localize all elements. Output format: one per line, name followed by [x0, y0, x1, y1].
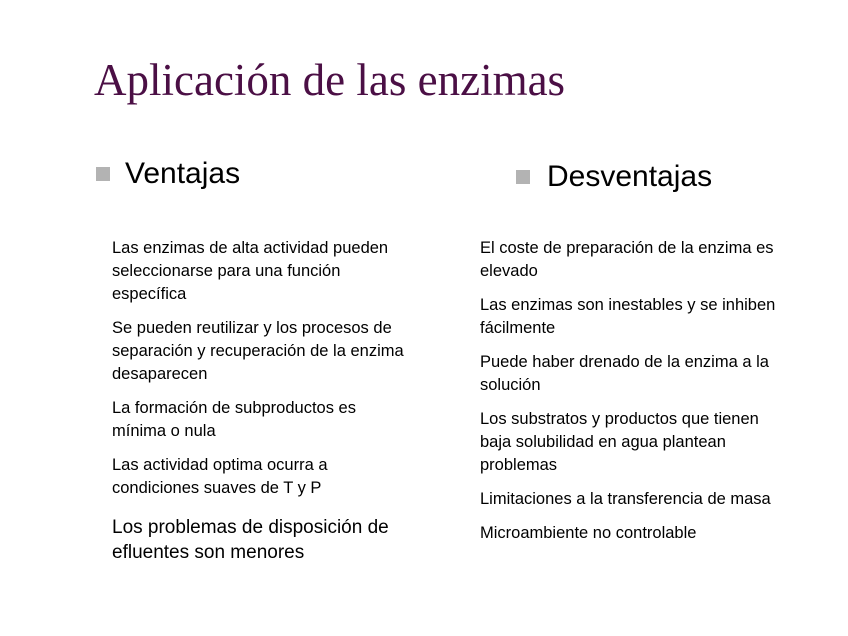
desventajas-heading: [516, 159, 712, 195]
desventajas-item: Limitaciones a la transferencia de masa: [480, 490, 771, 508]
desventajas-list: [480, 237, 780, 556]
ventajas-list: [112, 237, 412, 576]
ventajas-item: La formación de subproductos es mínima o nula: [112, 399, 356, 440]
ventajas-item: Las actividad optima ocurra a condiciones suaves de T y P: [112, 456, 328, 497]
desventajas-item: Las enzimas son inestables y se inhiben fácilmente: [480, 296, 776, 337]
desventajas-item: Puede haber drenado de la enzima a la solución: [480, 353, 769, 394]
ventajas-heading: [96, 156, 240, 192]
ventajas-item: Las enzimas de alta actividad pueden seleccionarse para una función específica: [112, 239, 389, 303]
ventajas-item: Los problemas de disposición de efluentes son menores: [112, 517, 389, 563]
desventajas-heading-label: Desventajas: [547, 160, 713, 193]
ventajas-heading-label: Ventajas: [125, 157, 241, 190]
ventajas-item: Se pueden reutilizar y los procesos de separación y recuperación de la enzima desaparecen: [112, 319, 404, 383]
slide-title: Aplicación de las enzimas: [94, 55, 566, 105]
square-bullet-icon: [516, 170, 530, 184]
desventajas-item: Microambiente no controlable: [480, 524, 697, 542]
desventajas-item: Los substratos y productos que tienen baja solubilidad en agua plantean problemas: [480, 410, 759, 474]
desventajas-item: El coste de preparación de la enzima es elevado: [480, 239, 774, 280]
square-bullet-icon: [96, 167, 110, 181]
